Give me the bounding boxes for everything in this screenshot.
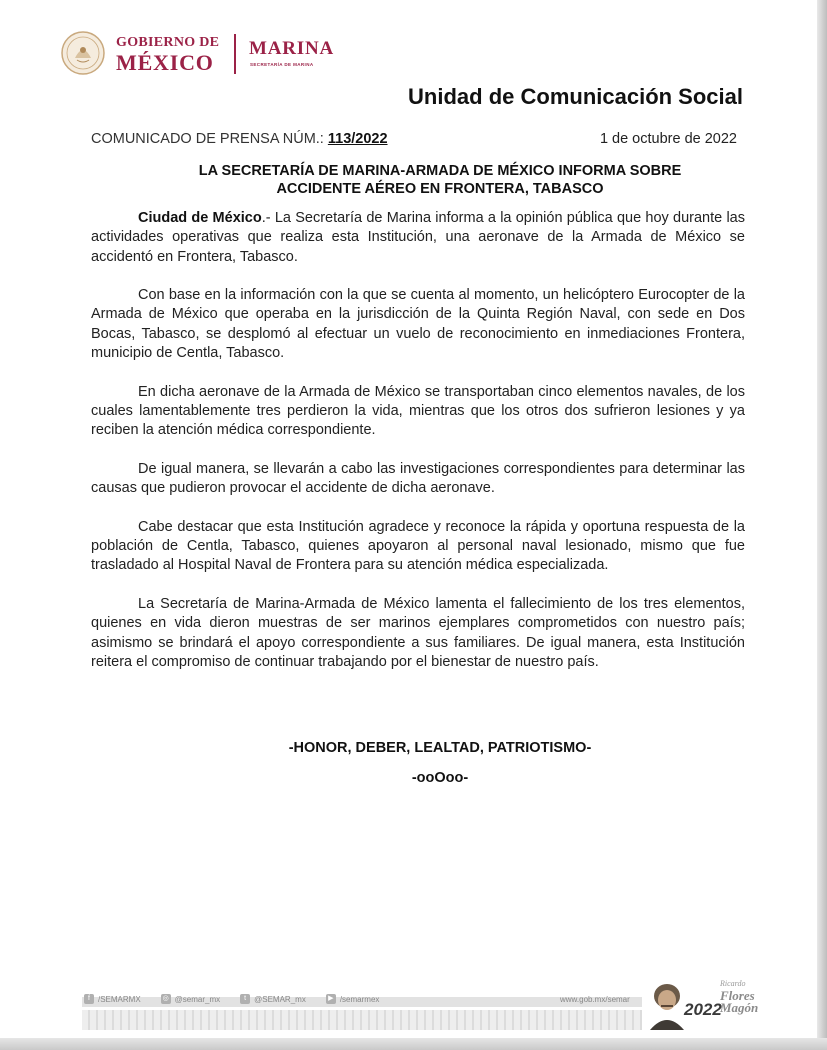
footer-instagram[interactable] [161, 994, 220, 1004]
headline [140, 162, 740, 198]
youtube-icon: ▶ [326, 994, 336, 1004]
youtube-handle: /semarmex [339, 994, 380, 1004]
footer-twitter[interactable] [240, 994, 306, 1004]
city-label: Ciudad de México [138, 210, 262, 226]
footer-url[interactable]: www.gob.mx/semar [560, 995, 630, 1004]
page-edge-right [817, 0, 827, 1050]
flores-line1: Ricardo [720, 979, 746, 988]
paragraph-5: Cabe destacar que esta Institución agradece y reconoce la rápida y oportuna respuesta de la población de Centla, Tabasco, quienes apoyaron al personal naval lesionado, mismo que fue trasladado al Hospital Naval de Frontera para su atención médica especializada. [91, 518, 745, 574]
page-edge-bottom [0, 1038, 827, 1050]
footer-facebook[interactable] [84, 994, 141, 1004]
unit-title: Unidad de Comunicación Social [408, 84, 743, 109]
closing-mark: -ooOoo- [411, 770, 469, 786]
year-2022: 2022 [684, 1000, 722, 1019]
marina-subtitle: SECRETARÍA DE MARINA [250, 62, 314, 67]
footer-youtube[interactable] [326, 994, 380, 1004]
letterhead [58, 28, 758, 84]
twitter-icon: t [240, 994, 250, 1004]
twitter-handle: @SEMAR_mx [254, 994, 306, 1004]
ricardo-flores-magon-portrait-icon [646, 978, 688, 1030]
marina-logo-text: MARINA [249, 38, 335, 59]
release-date: 1 de octubre de 2022 [599, 131, 737, 147]
headline-line2: ACCIDENTE AÉREO EN FRONTERA, TABASCO [276, 181, 604, 197]
paragraph-1 [91, 209, 745, 267]
gobierno-line2: MÉXICO [116, 50, 214, 75]
gobierno-line1: GOBIERNO DE [116, 35, 220, 50]
comunicado-label [91, 131, 388, 147]
footer-social-links [84, 994, 379, 1004]
flores-magon-logo [720, 978, 758, 1014]
paragraph-6: La Secretaría de Marina-Armada de México lamenta el fallecimiento de los tres elementos, quienes en vida dieron muestras de ser marinos ejemplares comprometidos con nuestro país; asimismo se brindará el apoyo correspondiente a sus familiares. De igual manera, esta Institución reitera el compromiso de continuar trabajando por el bienestar de nuestro país. [91, 595, 745, 670]
gobierno-logo-text [116, 36, 219, 74]
headline-line1: LA SECRETARÍA DE MARINA-ARMADA DE MÉXICO INFORMA SOBRE [198, 163, 682, 179]
header-divider [234, 34, 236, 74]
body-text [91, 209, 745, 691]
motto: -HONOR, DEBER, LEALTAD, PATRIOTISMO- [288, 740, 592, 756]
facebook-icon: f [84, 994, 94, 1004]
facebook-handle: /SEMARMX [98, 994, 141, 1004]
comunicado-number: 113/2022 [327, 131, 388, 147]
paragraph-1-text: .- La Secretaría de Marina informa a la opinión pública que hoy durante las actividades operativas que realiza esta Institución, una aeronave de la Armada de México se accidentó en Frontera, Tabasco. [91, 210, 745, 265]
instagram-handle: @semar_mx [174, 994, 221, 1004]
mexico-seal-icon [60, 30, 106, 76]
footer-pattern [82, 1010, 642, 1030]
flores-line2: Flores [720, 988, 755, 1003]
paragraph-3: En dicha aeronave de la Armada de México se transportaban cinco elementos navales, de los cuales lamentablemente tres perdieron la vida, mientras que los otros dos sufrieron lesiones y ya reciben la atención médica correspondiente. [91, 383, 745, 439]
paragraph-2: Con base en la información con la que se cuenta al momento, un helicóptero Eurocopter de la Armada de México que operaba en la jurisdicción de la Quinta Región Naval, con sede en Dos Bocas, Tabasco, se desplomó al efectuar un vuelo de reconocimiento en inmediaciones Frontera, municipio de Centla, Tabasco. [91, 287, 745, 362]
comunicado-prefix: COMUNICADO DE PRENSA NÚM.: [91, 131, 328, 147]
instagram-icon: ◎ [162, 995, 169, 1002]
flores-line3: Magón [720, 1000, 759, 1015]
paragraph-4: De igual manera, se llevarán a cabo las investigaciones correspondientes para determinar las causas que pudieron provocar el accidente de dicha aeronave. [91, 460, 745, 497]
